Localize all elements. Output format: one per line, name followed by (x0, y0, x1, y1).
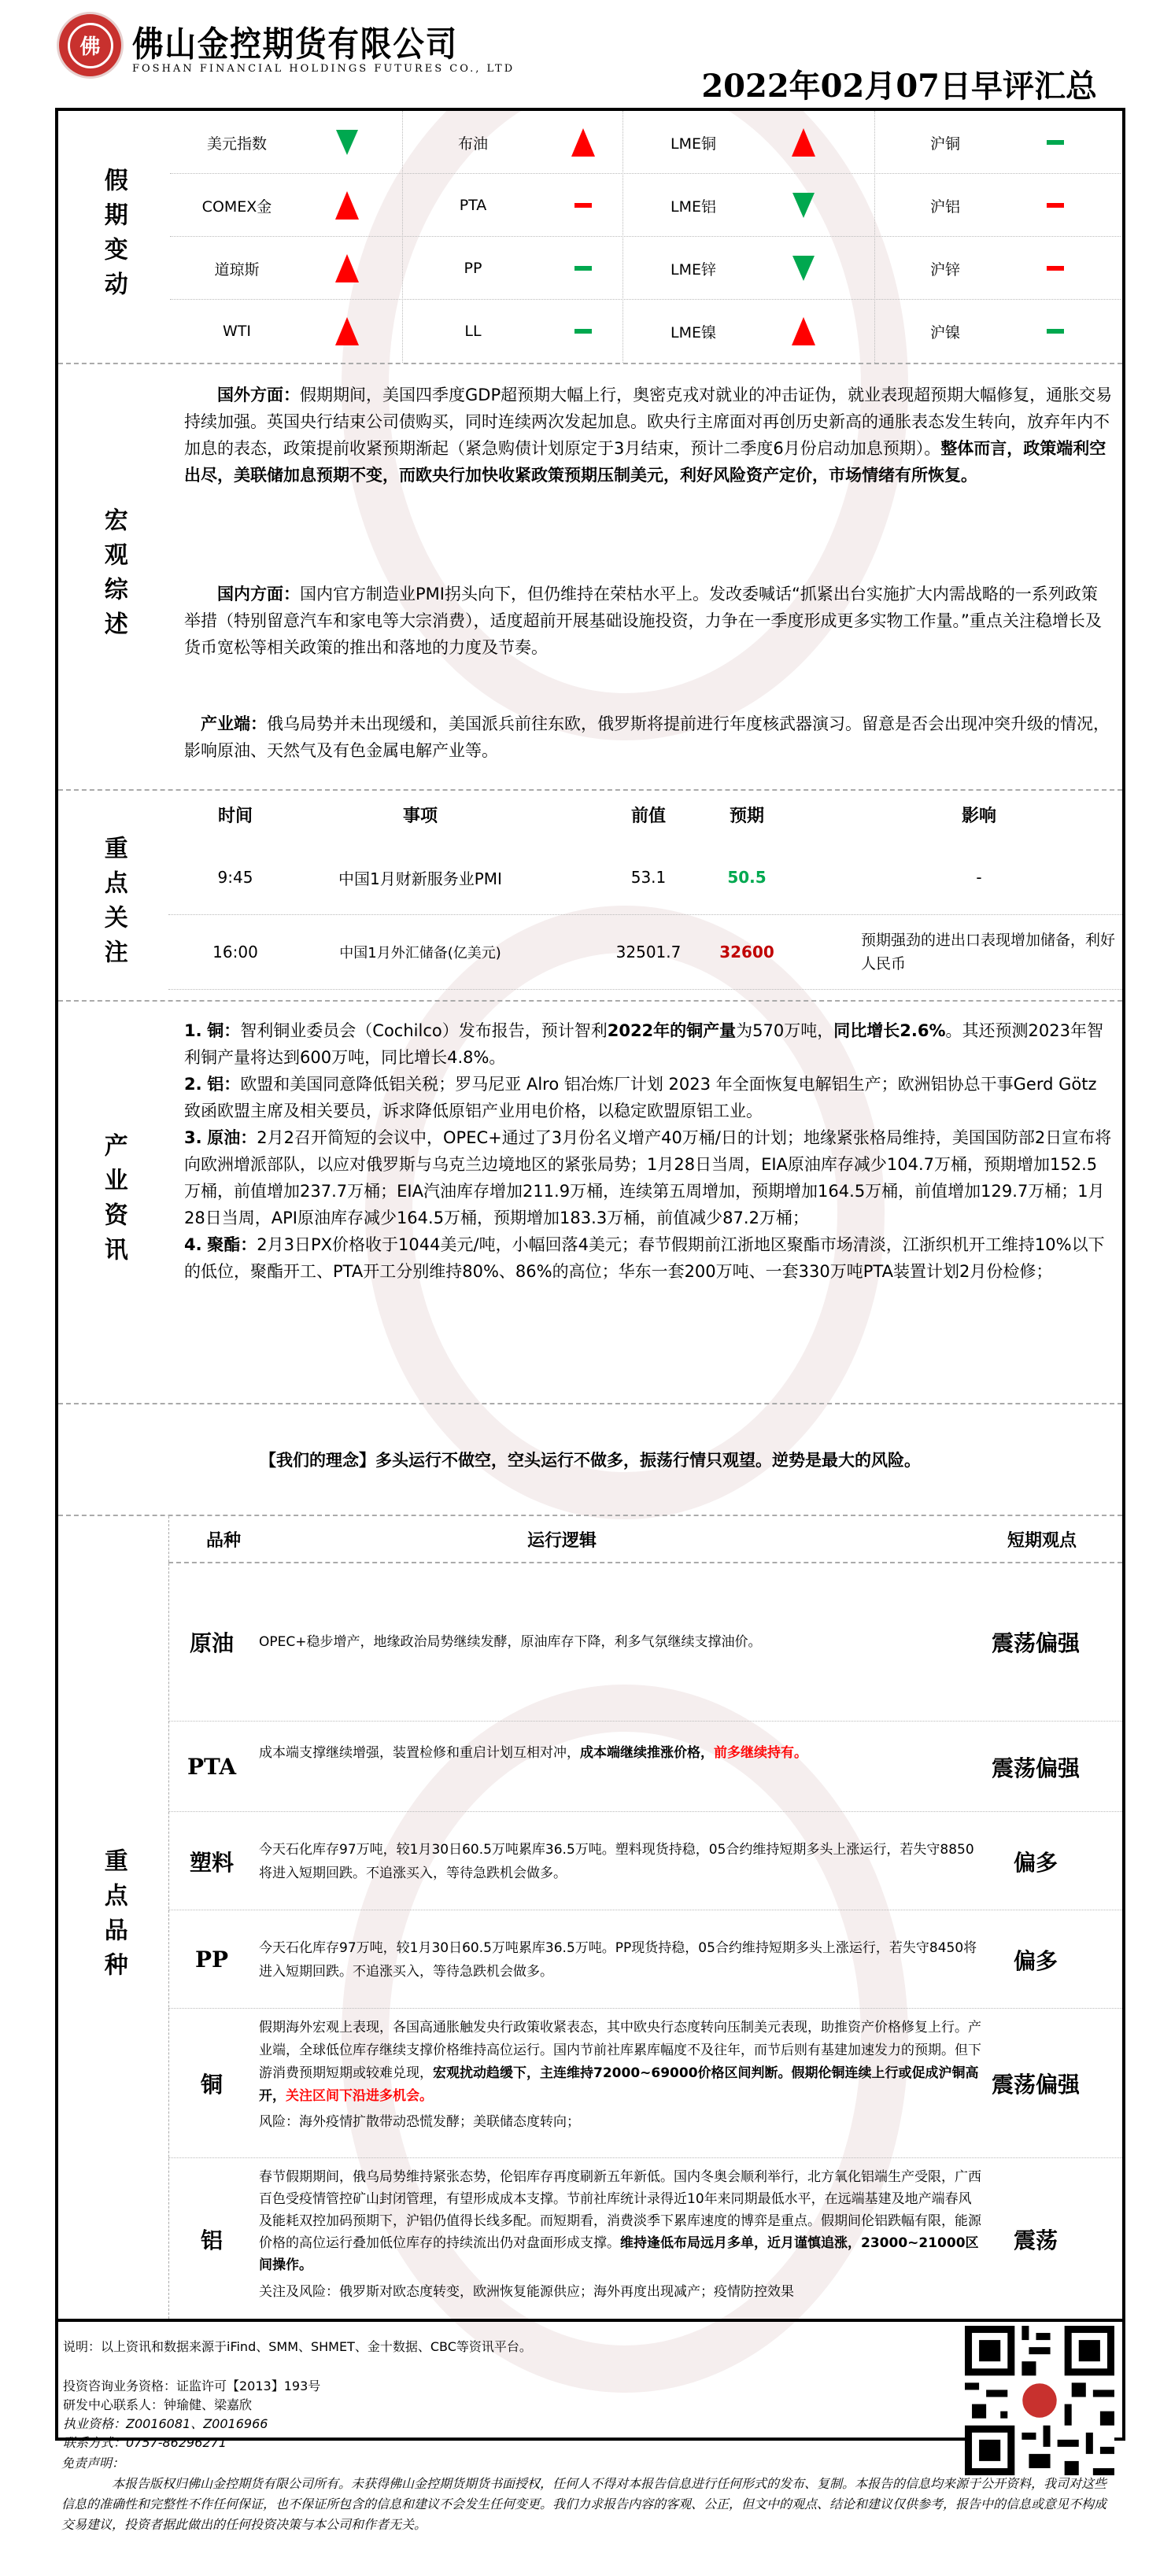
philosophy-banner: 【我们的理念】多头运行不做空，空头运行不做多，振荡行情只观望。逆势是最大的风险。 (260, 1450, 921, 1470)
company-logo (57, 12, 124, 79)
logic-bold: 宏观扰动趋缓下，主连维持72000~69000价格区间判断。假期伦铜连续上行或促成沪铜高开， (259, 2065, 979, 2104)
focus-time: 16:00 (212, 943, 258, 961)
variety-logic (259, 1910, 983, 2009)
arrow-down-icon (792, 193, 815, 218)
arrow-down-icon (792, 256, 815, 281)
logic-highlight: 前多继续持有。 (714, 1745, 807, 1761)
news-text: 。其还预测2023年智利铜产量将达到600万吨，同比增长4.8%。 (184, 1021, 1103, 1067)
logic-highlight: 关注区间下沿进多机会。 (286, 2088, 433, 2104)
col-header-item: 事项 (402, 805, 438, 826)
variety-name: 铜 (200, 2072, 223, 2098)
risk-text: 关注及风险：俄罗斯对欧态度转变，欧洲恢复能源供应；海外再度出现减产；疫情防控效果 (259, 2284, 794, 2300)
news-item-crude (184, 1124, 1113, 1231)
variety-logic (259, 1812, 983, 1910)
focus-prev: 53.1 (630, 868, 667, 887)
focus-prev: 32501.7 (615, 943, 682, 961)
source-note: 说明：以上资讯和数据来源于iFind、SMM、SHMET、金十数据、CBC等资讯平台。 (63, 2339, 532, 2354)
variety-row-pp (168, 1910, 1122, 2008)
foreign-text: 假期期间，美国四季度GDP超预期大幅上行，奥密克戎对就业的冲击证伪，就业表现超预期大幅修复，通胀交易持续加强。英国央行结束公司债购买，同时连续两次发起加息。欧央行主席面对再创历史新高的通胀表态发生转向，放弃年内不加息的表态，政策提前收紧预期渐起（紧急购债计划原定于3月结束，预计二季度6月份启动加息预期）。 (184, 386, 1113, 458)
news-num: 2. (184, 1075, 202, 1094)
holiday-changes-section (58, 111, 1122, 363)
variety-name: 塑料 (189, 1849, 234, 1876)
phone-info: 联系方式：0757-86296271 (63, 2435, 227, 2450)
industry-text: 俄乌局势并未出现缓和，美国派兵前往东欧，俄罗斯将提前进行年度核武器演习。留意是否会出现冲突升级的情况，影响原油、天然气及有色金属电解产业等。 (184, 714, 1110, 760)
variety-view: 偏多 (1013, 1849, 1058, 1876)
holiday-row (170, 237, 1121, 300)
company-name-cn: 佛山金控期货有限公司 (132, 24, 458, 65)
arrow-up-icon (304, 237, 390, 300)
report-frame (55, 108, 1125, 2450)
news-heading: 聚酯： (207, 1235, 257, 1254)
disclaimer-title: 免责声明： (61, 2456, 125, 2471)
macro-section (58, 364, 1122, 789)
instrument-name: COMEX金 (201, 197, 272, 216)
industry-heading: 产业端： (201, 714, 267, 733)
col-header-variety: 品种 (205, 1530, 241, 1551)
arrow-down-icon (760, 237, 847, 300)
flat-dash-icon (540, 237, 626, 300)
focus-expect: 32600 (719, 943, 774, 961)
section-label-varieties: 重点品种 (99, 1848, 127, 1987)
news-text: 2月3日PX价格收于1044美元/吨，小幅回落4美元；春节假期前江浙地区聚酯市场清淡，江浙织机开工维持10%以下的低位，聚酯开工、PTA开工分别维持80%、86%的高位；华东一套200万吨、一套330万吨PTA装置计划2月份检修； (184, 1235, 1105, 1281)
variety-row-pta (168, 1721, 1122, 1811)
col-header-logic: 运行逻辑 (526, 1530, 597, 1551)
focus-item: 中国1月外汇储备(亿美元) (339, 945, 501, 961)
instrument-name: LL (464, 323, 482, 340)
news-bold: 2022年的铜产量 (607, 1021, 737, 1040)
arrow-up-icon (335, 254, 359, 282)
report-header (0, 0, 1160, 106)
instrument-name: 道琼斯 (214, 260, 260, 279)
logic-bold: 成本端继续推涨价格， (580, 1745, 714, 1761)
report-title: 2022年02月07日早评汇总 (701, 68, 1097, 105)
flat-dash-icon (1047, 203, 1064, 208)
logic-text: 成本端支撑继续增强，装置检修和重启计划互相对冲， (259, 1745, 580, 1761)
foreign-heading: 国外方面： (217, 386, 300, 404)
disclaimer-text: 本报告版权归佛山金控期货有限公司所有。未获得佛山金控期货期货书面授权，任何人不得对本报告信息进行任何形式的发布、复制。本报告的信息均来源于公开资料，我司对这些信息的准确性和完整性不作任何保证，也不保证所包含的信息和建议不会发生任何变更。我们力求报告内容的客观、公正，但文中的观点、结论和建议仅供参考，报告中的信息或意见不构成交易建议，投资者据此做出的任何投资决策与本公司和作者无关。 (61, 2476, 1107, 2532)
logic-text: 今天石化库存97万吨，较1月30日60.5万吨累库36.5万吨。PP现货持稳，05合约维持短期多头上涨运行，若失守8450将进入短期回跌。不追涨买入，等待急跌机会做多。 (259, 1939, 977, 1980)
news-text: 为570万吨， (736, 1021, 834, 1040)
col-header-view: 短期观点 (1007, 1530, 1077, 1551)
domestic-heading: 国内方面： (217, 585, 300, 603)
news-text: 2月2召开简短的会议中，OPEC+通过了3月份名义增产40万桶/日的计划；地缘紧张格局维持，美国国防部2日宣布将向欧洲增派部队，以应对俄罗斯与乌克兰边境地区的紧张局势；1月28日当周，EIA原油库存减少104.7万桶，预期增加152.5万桶，前值增加237.7万桶；EIA汽油库存增加211.9万桶，连续第五周增加，预期增加164.5万桶，前值增加129.7万桶；1月28日当周，API原油库存减少164.5万桶，预期增加183.3万桶，前值减少87.2万桶； (184, 1128, 1112, 1227)
news-num: 3. (184, 1128, 202, 1147)
instrument-name: 沪镍 (929, 323, 960, 341)
news-text: 智利铜业委员会（Cochilco）发布报告，预计智利 (240, 1021, 608, 1040)
col-header-expect: 预期 (729, 805, 764, 826)
arrow-up-icon (760, 300, 847, 363)
variety-logic (259, 1722, 983, 1812)
logic-text: OPEC+稳步增产，地缘政治局势继续发酵，原油库存下降，利多气氛继续支撑油价。 (259, 1634, 762, 1650)
company-name-en: FOSHAN FINANCIAL HOLDINGS FUTURES CO., LTD (132, 63, 515, 75)
flat-dash-icon (574, 203, 592, 208)
arrow-up-icon (304, 174, 390, 237)
foreign-conclusion: 整体而言，政策端利空出尽，美联储加息预期不变，而欧央行加快收紧政策预期压制美元，利好风险资产定价，市场情绪有所恢复。 (184, 439, 1106, 485)
news-text: 欧盟和美国同意降低铝关税；罗马尼亚 Alro 铝冶炼厂计划 2023 年全面恢复电解铝生产；欧洲铝协总干事Gerd Götz致函欧盟主席及相关要员，诉求降低原铝产业用电价格，以稳定欧盟原铝工业。 (184, 1075, 1097, 1120)
holiday-row (170, 111, 1121, 174)
disclaimer-block (61, 2453, 1116, 2535)
variety-row-plastic (168, 1811, 1122, 1910)
news-heading: 铜： (207, 1021, 241, 1040)
flat-dash-icon (574, 329, 592, 334)
instrument-name: LME锌 (671, 260, 716, 279)
variety-logic (259, 2158, 983, 2320)
lion-emblem-icon: 佛 (68, 23, 113, 68)
row-divider (168, 989, 1122, 990)
key-varieties-section (58, 1516, 1122, 2319)
report-footer (58, 2319, 1122, 2450)
instrument-name: LME镍 (671, 323, 716, 341)
variety-name: PTA (187, 1754, 237, 1780)
flat-dash-icon (1047, 266, 1064, 271)
arrow-up-icon (571, 128, 595, 157)
news-heading: 原油： (207, 1128, 257, 1147)
logic-text: 今天石化库存97万吨，较1月30日60.5万吨累库36.5万吨。塑料现货持稳，05合约维持短期多头上涨运行，若失守8850将进入短期回跌。不追涨买入，等待急跌机会做多。 (259, 1841, 974, 1881)
flat-dash-icon (1012, 237, 1099, 300)
domestic-text: 国内官方制造业PMI拐头向下，但仍维持在荣枯水平上。发改委喊话“抓紧出台实施扩大内需战略的一系列政策举措（特别留意汽车和家电等大宗消费），适度超前开展基础设施投资，力争在一季度形成更多实物工作量。”重点关注稳增长及货币宽松等相关政策的推出和落地的力度及节奏。 (184, 585, 1102, 657)
flat-dash-icon (540, 174, 626, 237)
arrow-down-icon (336, 130, 358, 155)
arrow-up-icon (792, 128, 815, 157)
logic-bold: 维持逢低布局远月多单，近月谨慎追涨，23000~21000区间操作。 (259, 2235, 979, 2273)
instrument-name: 沪锌 (929, 260, 960, 279)
focus-impact: - (976, 868, 982, 887)
flat-dash-icon (1012, 300, 1099, 363)
news-num: 4. (184, 1235, 202, 1254)
arrow-up-icon (335, 317, 359, 345)
variety-view: 震荡偏强 (991, 1630, 1080, 1656)
variety-name: 原油 (189, 1630, 234, 1656)
variety-view: 偏多 (1013, 1947, 1058, 1974)
instrument-name: 沪铝 (929, 197, 960, 216)
macro-industry-paragraph (184, 710, 1113, 764)
variety-row-aluminium (168, 2157, 1122, 2319)
instrument-name: PTA (459, 197, 487, 214)
focus-expect: 50.5 (727, 868, 767, 887)
arrow-up-icon (335, 191, 359, 220)
instrument-name: PP (464, 260, 482, 277)
flat-dash-icon (1047, 140, 1064, 145)
section-label-macro: 宏观综述 (99, 507, 127, 646)
news-item-copper (184, 1017, 1113, 1071)
variety-view: 震荡偏强 (991, 1755, 1080, 1781)
variety-view: 震荡 (1013, 2227, 1058, 2253)
focus-impact: 预期强劲的进出口表现增加储备，利好人民币 (861, 932, 1116, 972)
section-label-focus: 重点关注 (99, 836, 127, 974)
section-label-industry-news: 产业资讯 (99, 1133, 127, 1271)
holiday-row (170, 174, 1121, 237)
arrow-down-icon (760, 174, 847, 237)
holiday-table (170, 111, 1121, 363)
flat-dash-icon (540, 300, 626, 363)
variety-logic (259, 1563, 983, 1721)
variety-name: PP (194, 1947, 229, 1973)
news-bold: 同比增长2.6% (833, 1021, 946, 1040)
risk-text: 风险：海外疫情扩散带动恐慌发酵；美联储态度转向； (259, 2114, 580, 2130)
license-info: 投资咨询业务资格：证监许可【2013】193号 (63, 2379, 321, 2393)
news-num: 1. (184, 1021, 202, 1040)
instrument-name: WTI (223, 323, 251, 340)
industry-news-section (58, 1002, 1122, 1403)
macro-domestic-paragraph (184, 581, 1113, 661)
news-item-polyester (184, 1231, 1113, 1285)
flat-dash-icon (1047, 329, 1064, 334)
arrow-up-icon (792, 317, 815, 345)
variety-view: 震荡偏强 (991, 2072, 1080, 2098)
flat-dash-icon (1012, 111, 1099, 174)
row-divider (168, 914, 1122, 915)
section-label-holiday: 假期变动 (99, 168, 127, 306)
qualification-info: 执业资格：Z0016081、Z0016966 (63, 2416, 268, 2431)
news-heading: 铝： (207, 1075, 241, 1094)
variety-logic (259, 2009, 983, 2158)
instrument-name: 沪铜 (929, 135, 960, 153)
arrow-down-icon (304, 111, 390, 174)
instrument-name: LME铜 (671, 135, 716, 153)
focus-item: 中国1月财新服务业PMI (338, 869, 502, 888)
arrow-up-icon (760, 111, 847, 174)
instrument-name: LME铝 (671, 197, 716, 216)
variety-row-crude (168, 1563, 1122, 1721)
flat-dash-icon (574, 266, 592, 271)
arrow-up-icon (540, 111, 626, 174)
arrow-up-icon (304, 300, 390, 363)
instrument-name: 布油 (457, 135, 488, 153)
holiday-row (170, 300, 1121, 363)
flat-dash-icon (1012, 174, 1099, 237)
variety-name: 铝 (200, 2227, 223, 2253)
logic-text: 春节假期期间，俄乌局势维持紧张态势，伦铝库存再度刷新五年新低。国内冬奥会顺利举行，北方氧化铝端生产受限，广西百色受疫情管控矿山封闭管理，有望形成成本支撑。节前社库统计录得近10年来同期最低水平，在远端基建及地产端春风及能耗双控加码预期下，沪铝仍值得长线多配。而短期看，消费淡季下累库速度的博弈是重点。假期间伦铝跌幅有限，能源价格的高位运行叠加低位库存的持续流出仍对盘面形成支撑。 (259, 2169, 981, 2251)
col-header-time: 时间 (217, 805, 253, 826)
contact-persons: 研发中心联系人：钟瑜健、梁嘉欣 (63, 2397, 253, 2412)
focus-time: 9:45 (217, 868, 253, 887)
industry-news-list (184, 1017, 1113, 1285)
macro-foreign-paragraph (184, 382, 1113, 489)
logic-text: 假期海外宏观上表现，各国高通胀触发央行政策收紧表态，其中欧央行态度转向压制美元表现，助推资产价格修复上行。产业端，全球低位库存继续支撑价格维持高位运行。国内节前社库累库幅度不及往年，而节后则有基建加速发力的预期。但下游消费预期短期或较难兑现， (259, 2020, 981, 2081)
news-item-aluminium (184, 1071, 1113, 1124)
variety-row-copper (168, 2008, 1122, 2157)
instrument-name: 美元指数 (206, 135, 267, 153)
col-header-prev: 前值 (630, 805, 666, 826)
col-header-impact: 影响 (961, 805, 996, 826)
